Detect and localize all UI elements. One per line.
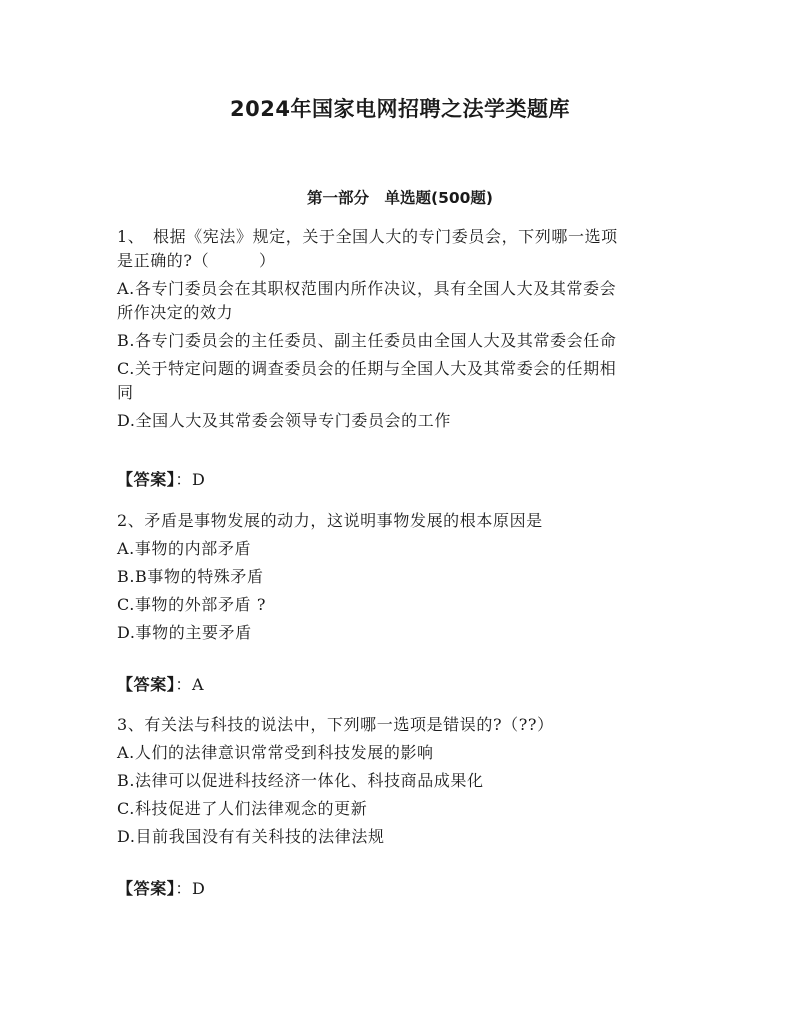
answer-value: D xyxy=(192,470,206,489)
question-stem: 2、矛盾是事物发展的动力，这说明事物发展的根本原因是 xyxy=(117,511,543,530)
answer-label: 【答案】 xyxy=(117,879,176,898)
option-b: B.各专门委员会的主任委员、副主任委员由全国人大及其常委会任命 xyxy=(117,331,617,350)
option-c: C.关于特定问题的调查委员会的任期与全国人大及其常委会的任期相 xyxy=(117,359,617,378)
answer-separator: ： xyxy=(175,470,193,489)
question-1 xyxy=(117,225,677,433)
question-stem: 是正确的?（ ） xyxy=(117,251,276,270)
option-b: B.法律可以促进科技经济一体化、科技商品成果化 xyxy=(117,771,484,790)
option-c: C.科技促进了人们法律观念的更新 xyxy=(117,799,368,818)
answer-value: A xyxy=(192,675,205,694)
question-2 xyxy=(117,509,677,645)
option-d: D.全国人大及其常委会领导专门委员会的工作 xyxy=(117,411,451,430)
option-a-cont: 所作决定的效力 xyxy=(117,303,234,322)
answer-separator: ： xyxy=(175,879,193,898)
question-stem: 1、 根据《宪法》规定，关于全国人大的专门委员会，下列哪一选项 xyxy=(117,227,618,246)
answer-1 xyxy=(117,468,205,492)
option-d: D.事物的主要矛盾 xyxy=(117,623,252,642)
question-stem: 3、有关法与科技的说法中，下列哪一选项是错误的?（??） xyxy=(117,715,554,734)
option-b: B.B事物的特殊矛盾 xyxy=(117,567,264,586)
answer-value: D xyxy=(192,879,206,898)
answer-label: 【答案】 xyxy=(117,470,176,489)
option-d: D.目前我国没有有关科技的法律法规 xyxy=(117,827,385,846)
option-a: A.事物的内部矛盾 xyxy=(117,539,252,558)
option-a: A.各专门委员会在其职权范围内所作决议，具有全国人大及其常委会 xyxy=(117,279,617,298)
option-c: C.事物的外部矛盾 ? xyxy=(117,595,267,614)
answer-3 xyxy=(117,877,205,901)
option-c-cont: 同 xyxy=(117,383,134,402)
answer-separator: ： xyxy=(175,675,193,694)
question-3 xyxy=(117,713,677,849)
answer-2 xyxy=(117,673,204,697)
section-heading: 第一部分 单选题(500题) xyxy=(306,189,494,207)
document-title: 2024年国家电网招聘之法学类题库 xyxy=(230,97,570,121)
answer-label: 【答案】 xyxy=(117,675,176,694)
option-a: A.人们的法律意识常常受到科技发展的影响 xyxy=(117,743,434,762)
